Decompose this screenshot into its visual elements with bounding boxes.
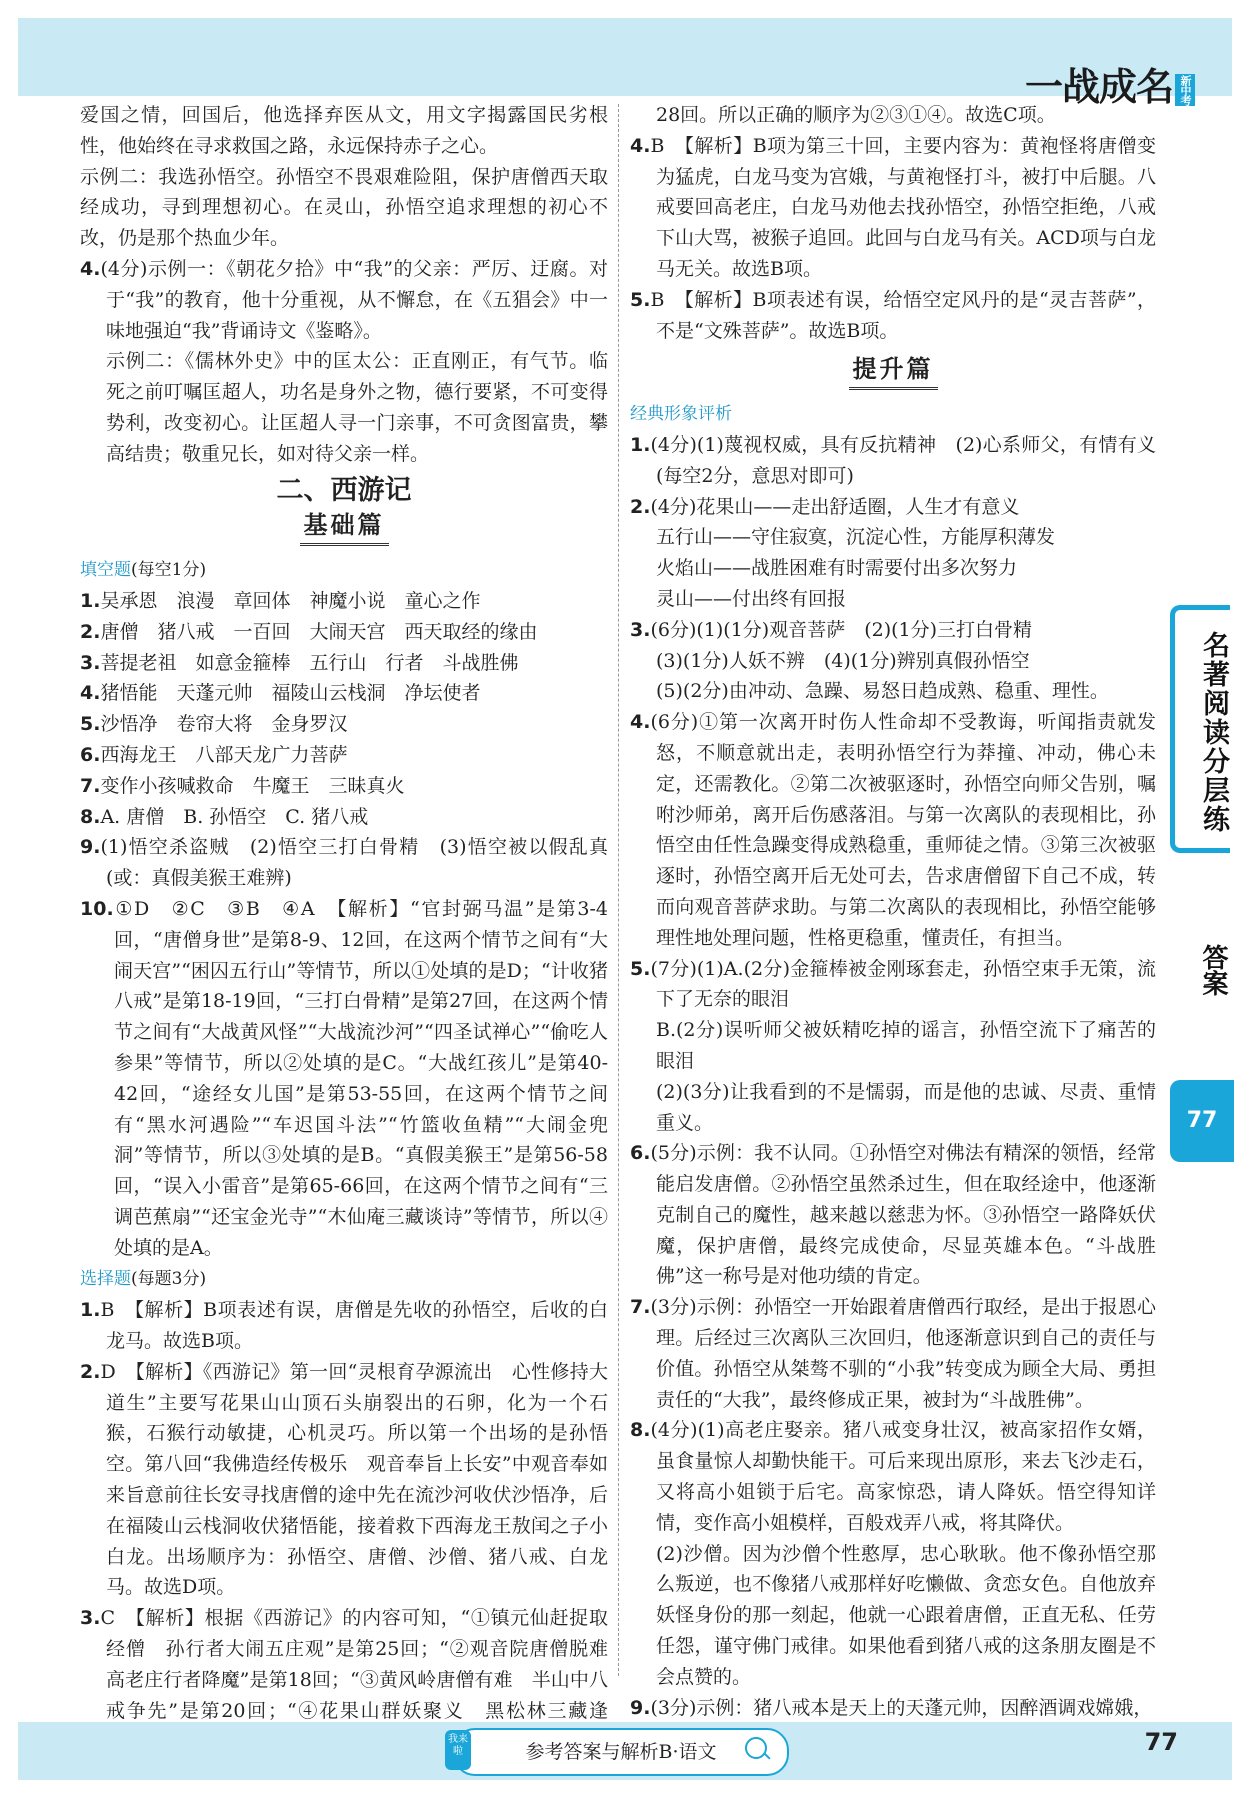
list-item bbox=[80, 832, 608, 894]
eval-list bbox=[630, 430, 1156, 1723]
item-number: 9. bbox=[630, 1696, 651, 1719]
item-text: 灵山——付出终有回报 bbox=[656, 587, 847, 610]
fill-label: 填空题 bbox=[80, 560, 131, 581]
item-number: 2. bbox=[80, 1360, 101, 1383]
side-tab-answer: 答案 bbox=[1170, 930, 1230, 1010]
item-number: 3. bbox=[630, 618, 651, 641]
item-number: 2. bbox=[630, 495, 651, 518]
question-4-example-2: 示例二：《儒林外史》中的匡太公：正直刚正，有气节。临死之前叮嘱匡超人，功名是身外之物，德行要紧，不可变得势利，改变初心。让匡超人寻一门亲事，不可贪图富贵，攀高结贵；敬重兄长，如对待父亲一样。 bbox=[106, 350, 608, 465]
list-item-continuation bbox=[630, 553, 1156, 584]
eval-label: 经典形象评析 bbox=[630, 404, 732, 425]
list-item bbox=[80, 617, 608, 648]
subsection-title-advanced: 提升篇 bbox=[630, 354, 1156, 390]
item-text: (5)(2分)由冲动、急躁、易怒日趋成熟、稳重、理性。 bbox=[656, 680, 1109, 703]
list-item bbox=[630, 492, 1156, 523]
list-item-continuation bbox=[630, 646, 1156, 677]
item-text: 沙悟净 卷帘大将 金身罗汉 bbox=[100, 713, 348, 736]
fill-note: (每空1分) bbox=[131, 560, 207, 581]
item-number: 5. bbox=[80, 713, 101, 736]
item-text: (4分)(1)高老庄娶亲。猪八戒变身壮汉，被高家招作女婿，虽食量惊人却勤快能干。可后来现出原形，来去飞沙走石，又将高小姐锁于后宅。高家惊恐，请人降妖。悟空得知详情，变作高小姐模样，百般戏弄八戒，将其降伏。 bbox=[650, 1419, 1156, 1534]
item-text: (5分)示例：我不认同。①孙悟空对佛法有精深的领悟，经常能启发唐僧。②孙悟空虽然杀过生，但在取经途中，他逐渐克制自己的魔性，越来越以慈悲为怀。③孙悟空一路降妖伏魔，保护唐僧，最终完成使命，尽显英雄本色。“斗战胜佛”这一称号是对他功绩的肯定。 bbox=[650, 1142, 1156, 1288]
item-number: 4. bbox=[630, 134, 651, 157]
item-text: (7分)(1)A.(2分)金箍棒被金刚琢套走，孙悟空束手无策，流下了无奈的眼泪 bbox=[650, 957, 1156, 1011]
list-item bbox=[630, 285, 1156, 347]
item-number: 8. bbox=[80, 805, 101, 828]
item-text: (2)(3分)让我看到的不是懦弱，而是他的忠诚、尽责、重情重义。 bbox=[656, 1080, 1156, 1134]
column-divider bbox=[618, 104, 620, 1676]
list-item bbox=[630, 615, 1156, 646]
item-number: 4. bbox=[80, 682, 101, 705]
item-text: (3)(1分)人妖不辨 (4)(1分)辨别真假孙悟空 bbox=[656, 649, 1030, 672]
item-text: B 【解析】B项表述有误，给悟空定风丹的是“灵吉菩萨”，不是“文殊菩萨”。故选B项。 bbox=[650, 288, 1156, 342]
list-item bbox=[80, 1357, 608, 1603]
item-text: (6分)①第一次离开时伤人性命却不受教诲，听闻指责就发怒，不顺意就出走，表明孙悟空行为莽撞、冲动，佛心未定，还需教化。②第二次被驱逐时，孙悟空向师父告别，嘱咐沙师弟，离开后伤感落泪。与第一次离队的表现相比，孙悟空由任性急躁变得成熟稳重，重师徒之情。③第三次被驱逐时，孙悟空离开后无处可去，告求唐僧留下自己不成，转而向观音菩萨求助。与第二次离队的表现相比，孙悟空能够理性地处理问题，性格更稳重，懂责任，有担当。 bbox=[650, 711, 1156, 949]
choice-list bbox=[80, 1295, 608, 1757]
item-number: 3. bbox=[80, 1607, 101, 1630]
item-number: 7. bbox=[80, 774, 101, 797]
list-item bbox=[80, 709, 608, 740]
item-number: 5. bbox=[630, 957, 651, 980]
question-number: 4. bbox=[80, 257, 101, 280]
brand-sub-label: 新中考 bbox=[1175, 74, 1195, 106]
list-item-continuation bbox=[630, 584, 1156, 615]
choice-heading bbox=[80, 1263, 608, 1295]
intro-example-2: 示例二：我选孙悟空。孙悟空不畏艰难险阻，保护唐僧西天取经成功，寻到理想初心。在灵山，孙悟空追求理想的初心不改，仍是那个热血少年。 bbox=[80, 165, 608, 250]
right-column bbox=[630, 100, 1156, 1723]
choice-label: 选择题 bbox=[80, 1269, 131, 1290]
item-text: 菩提老祖 如意金箍棒 五行山 行者 斗战胜佛 bbox=[100, 651, 519, 674]
brand-logo: 一战成名 新中考 bbox=[1025, 56, 1195, 111]
item-text: (1)悟空杀盗贼 (2)悟空三打白骨精 (3)悟空被以假乱真(或：真假美猴王难辨) bbox=[100, 836, 608, 890]
list-item bbox=[80, 678, 608, 709]
list-item-continuation bbox=[630, 1015, 1156, 1077]
list-item bbox=[80, 771, 608, 802]
list-item bbox=[630, 1138, 1156, 1292]
item-text: 西海龙王 八部天龙广力菩萨 bbox=[100, 743, 348, 766]
item-number: 8. bbox=[630, 1419, 651, 1442]
list-item bbox=[630, 954, 1156, 1016]
item-number: 6. bbox=[630, 1142, 651, 1165]
item-number: 7. bbox=[630, 1296, 651, 1319]
list-item bbox=[630, 707, 1156, 953]
item-number: 1. bbox=[80, 1299, 101, 1322]
list-item bbox=[80, 648, 608, 679]
continued-text: 28回。所以正确的顺序为②③①④。故选C项。 bbox=[656, 104, 1056, 126]
item-text: (2)沙僧。因为沙僧个性憨厚，忠心耿耿。他不像孙悟空那么叛逆，也不像猪八戒那样好吃懒做、贪恋女色。自他放弃妖怪身份的那一刻起，他就一心跟着唐僧，正直无私、任劳任怨，谨守佛门戒律。如果他看到猪八戒的这条朋友圈是不会点赞的。 bbox=[656, 1542, 1156, 1688]
item-number: 10. bbox=[80, 897, 114, 920]
item-text: D 【解析】《西游记》第一回“灵根育孕源流出 心性修持大道生”主要写花果山山顶石头崩裂出的石卵，化为一个石猴，石猴行动敏捷，心机灵巧。所以第一个出场的是孙悟空。第八回“我佛造经传极乐 观音奉旨上长安”中观音奉如来旨意前往长安寻找唐僧的途中先在流沙河收伏沙悟净，后在福陵山云栈洞收伏猪悟能，接着救下西海龙王敖闰之子小白龙。出场顺序为：孙悟空、唐僧、沙僧、猪八戒、白龙马。故选D项。 bbox=[100, 1360, 608, 1599]
item-text: ①D ②C ③B ④A 【解析】“官封弼马温”是第3-4回，“唐僧身世”是第8-9、12回，在这两个情节之间有“大闹天宫”“困囚五行山”等情节，所以①处填的是D；“计收猪八戒”是第18-19回，“三打白骨精”是第27回，在这两个情节之间有“大战黄风怪”“大战流沙河”“四圣试禅心”“偷吃人参果”等情节，所以②处填的是C。“大战红孩儿”是第40-42回，“途经女儿国”是第53-55回，在这两个情节之间有“黑水河遇险”“车迟国斗法”“竹篮收鱼精”“大闹金兜洞”等情节，所以③处填的是B。“真假美猴王”是第56-58回，“误入小雷音”是第65-66回，在这两个情节之间有“三调芭蕉扇”“还宝金光寺”“木仙庵三藏谈诗”等情节，所以④处填的是A。 bbox=[113, 897, 608, 1259]
item-text: 五行山——守住寂寞，沉淀心性，方能厚积薄发 bbox=[656, 526, 1056, 549]
item-text: C 【解析】根据《西游记》的内容可知，“①镇元仙赶捉取经僧 孙行者大闹五庄观”是第25回；“②观音院唐僧脱难 高老庄行者降魔”是第18回；“③黄风岭唐僧有难 半山中八戒争先”是第20回；“④花果山群妖聚义 黑松林三藏逢 bbox=[100, 1607, 608, 1722]
item-text: 猪悟能 天蓬元帅 福陵山云栈洞 净坛使者 bbox=[100, 682, 481, 705]
item-text: A. 唐僧 B. 孙悟空 C. 猪八戒 bbox=[100, 805, 369, 828]
list-item bbox=[80, 894, 608, 1264]
question-text: (4分)示例一：《朝花夕拾》中“我”的父亲：严厉、迂腐。对于“我”的教育，他十分重视，从不懈怠，在《五猖会》中一味地强迫“我”背诵诗文《鉴略》。 bbox=[100, 257, 608, 342]
footer-title: 参考答案与解析B·语文 bbox=[453, 1728, 789, 1776]
list-item bbox=[80, 802, 608, 833]
intro-text: 爱国之情，回国后，他选择弃医从文，用文字揭露国民劣根性，他始终在寻求救国之路，永远保持赤子之心。 bbox=[80, 104, 608, 157]
item-text: (4分)花果山——走出舒适圈，人生才有意义 bbox=[650, 495, 1020, 518]
item-number: 3. bbox=[80, 651, 101, 674]
side-tab-page: 77 bbox=[1170, 1080, 1234, 1162]
item-text: 变作小孩喊救命 牛魔王 三昧真火 bbox=[100, 774, 405, 797]
fill-list bbox=[80, 586, 608, 1264]
list-item-continuation bbox=[630, 1539, 1156, 1693]
item-text: B.(2分)误听师父被妖精吃掉的谣言，孙悟空流下了痛苦的眼泪 bbox=[656, 1019, 1156, 1072]
footer-badge: 我来啦 bbox=[445, 1730, 471, 1770]
list-item bbox=[630, 430, 1156, 492]
eval-heading bbox=[630, 398, 1156, 430]
list-item bbox=[630, 1693, 1156, 1724]
list-item bbox=[80, 740, 608, 771]
page-number: 77 bbox=[1144, 1728, 1178, 1756]
item-text: 火焰山——战胜困难有时需要付出多次努力 bbox=[656, 557, 1018, 580]
item-text: (4分)(1)蔑视权威，具有反抗精神 (2)心系师父，有情有义(每空2分，意思对即可) bbox=[650, 433, 1156, 487]
item-text: (6分)(1)(1分)观音菩萨 (2)(1分)三打白骨精 bbox=[650, 618, 1033, 641]
side-tab-reading: 名著阅读分层练 bbox=[1170, 605, 1230, 853]
item-number: 6. bbox=[80, 743, 101, 766]
item-number: 4. bbox=[630, 711, 651, 734]
item-text: 唐僧 猪八戒 一百回 大闹天宫 西天取经的缘由 bbox=[100, 620, 538, 643]
list-item bbox=[80, 1295, 608, 1357]
item-text: (3分)示例：猪八戒本是天上的天蓬元帅，因醉酒调戏嫦娥， bbox=[650, 1696, 1153, 1719]
left-column bbox=[80, 100, 608, 1757]
item-number: 5. bbox=[630, 288, 651, 311]
search-icon bbox=[745, 1737, 767, 1759]
item-text: (3分)示例：孙悟空一开始跟着唐僧西行取经，是出于报恩心理。后经过三次离队三次回归，他逐渐意识到自己的责任与价值。孙悟空从桀骜不驯的“小我”转变成为顾全大局、勇担责任的“大我”，最终修成正果，被封为“斗战胜佛”。 bbox=[650, 1296, 1156, 1411]
list-item bbox=[630, 131, 1156, 285]
list-item bbox=[630, 1292, 1156, 1415]
item-text: 吴承恩 浪漫 章回体 神魔小说 童心之作 bbox=[100, 589, 481, 612]
subsection-title: 基础篇 bbox=[80, 510, 608, 546]
fill-heading bbox=[80, 554, 608, 586]
section-title: 二、西游记 bbox=[276, 474, 412, 506]
choice-list-continued bbox=[630, 131, 1156, 347]
list-item bbox=[80, 586, 608, 617]
item-number: 1. bbox=[80, 589, 101, 612]
list-item-continuation bbox=[630, 1077, 1156, 1139]
choice-note: (每题3分) bbox=[131, 1269, 207, 1290]
item-number: 2. bbox=[80, 620, 101, 643]
item-number: 9. bbox=[80, 836, 101, 859]
item-text: B 【解析】B项表述有误，唐僧是先收的孙悟空，后收的白龙马。故选B项。 bbox=[100, 1299, 608, 1353]
list-item-continuation bbox=[630, 522, 1156, 553]
question-4 bbox=[80, 254, 608, 346]
item-number: 1. bbox=[630, 433, 651, 456]
list-item bbox=[630, 1415, 1156, 1538]
item-text: B 【解析】B项为第三十回，主要内容为：黄袍怪将唐僧变为猛虎，白龙马变为宫娥，与黄袍怪打斗，被打中后腿。八戒要回高老庄，白龙马劝他去找孙悟空，孙悟空拒绝，八戒下山大骂，被猴子追回。此回与白龙马有关。ACD项与白龙马无关。故选B项。 bbox=[650, 134, 1156, 280]
list-item-continuation bbox=[630, 676, 1156, 707]
